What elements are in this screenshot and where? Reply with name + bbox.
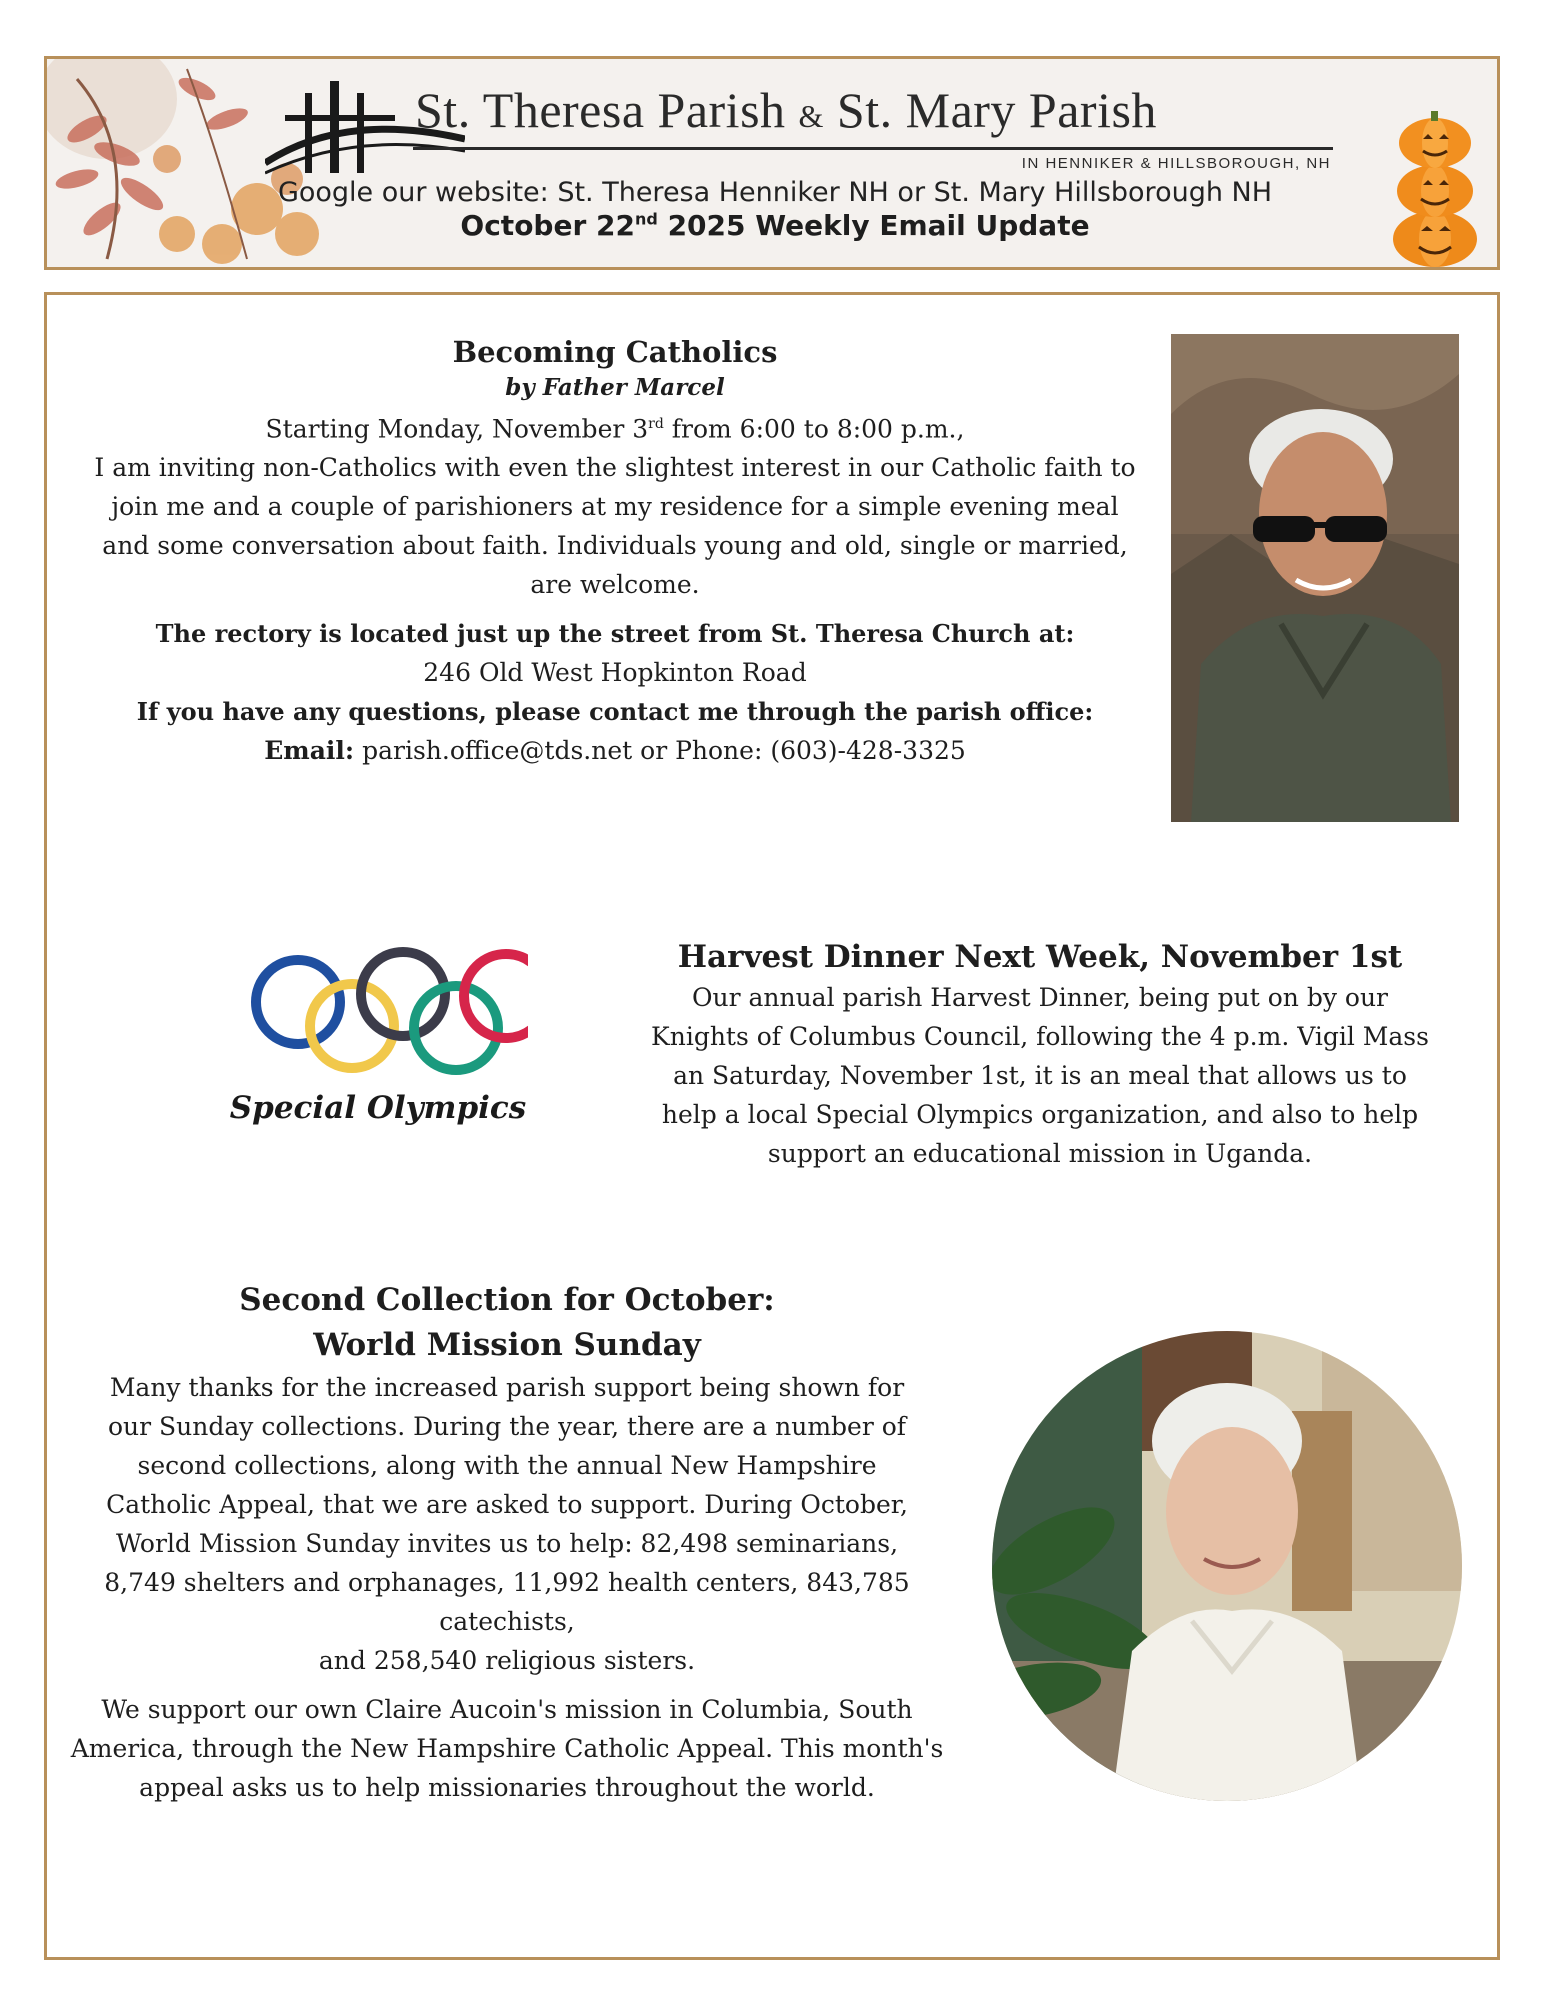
father-marcel-photo <box>1171 334 1459 822</box>
contact-line: Email: parish.office@tds.net or Phone: (603)-428-3325 <box>264 736 966 766</box>
header-banner <box>44 56 1500 270</box>
issue-date: October 22nd 2025 Weekly Email Update <box>460 209 1090 242</box>
claire-aucoin-photo <box>992 1331 1462 1801</box>
mission-paragraph-1-end: and 258,540 religious sisters. <box>318 1646 696 1675</box>
invitation-paragraph: I am inviting non-Catholics with even the slightest interest in our Catholic faith to join me and a couple of parishioners at my residence for a simple evening meal and some conversation about faith. Individuals young and old, single or married, are welcome. <box>94 453 1136 600</box>
section-subtitle: World Mission Sunday <box>313 1327 701 1363</box>
website-line: Google our website: St. Theresa Henniker NH or St. Mary Hillsborough NH <box>277 177 1273 208</box>
parish-name: St. Theresa Parish & St. Mary Parish <box>415 82 1157 138</box>
address-line: 246 Old West Hopkinton Road <box>423 658 807 688</box>
mission-paragraph-2: We support our own Claire Aucoin's mission in Columbia, South America, through the New Hampshire Catholic Appeal. This month's appeal asks us to help missionaries throughout the world. <box>70 1695 944 1802</box>
special-olympics-label: Special Olympics <box>229 1090 527 1126</box>
logo-divider <box>413 147 1333 150</box>
section-title: Harvest Dinner Next Week, November 1st <box>677 939 1403 975</box>
byline: by Father Marcel <box>505 374 725 401</box>
becoming-catholics-section <box>80 333 1150 770</box>
section-title: Second Collection for October: <box>239 1282 775 1318</box>
questions-line: If you have any questions, please contact me through the parish office: <box>136 697 1094 727</box>
section-title: Becoming Catholics <box>452 335 778 369</box>
harvest-paragraph: Our annual parish Harvest Dinner, being put on by our Knights of Columbus Council, following the 4 p.m. Vigil Mass an Saturday, November 1st, it is an meal that allows us to help a local Special Olympics organization, and also to help support an educational mission in Uganda. <box>651 983 1429 1168</box>
rectory-line: The rectory is located just up the street from St. Theresa Church at: <box>155 619 1075 649</box>
mission-sunday-section <box>62 1278 952 1807</box>
pumpkins-icon <box>1385 99 1485 269</box>
harvest-dinner-section <box>640 936 1440 1173</box>
start-date-line: Starting Monday, November 3rd from 6:00 to 8:00 p.m., <box>265 414 965 444</box>
parish-location: IN HENNIKER & HILLSBOROUGH, NH <box>1021 155 1331 172</box>
mission-paragraph-1: Many thanks for the increased parish support being shown for our Sunday collections. During the year, there are a number of second collections, along with the annual New Hampshire Catholic Appeal, that we are asked to support. During October, World Mission Sunday invites us to help: 82,498 seminarians, 8,749 shelters and orphanages, 11,992 health centers, 843,785 catechists, <box>104 1373 910 1636</box>
